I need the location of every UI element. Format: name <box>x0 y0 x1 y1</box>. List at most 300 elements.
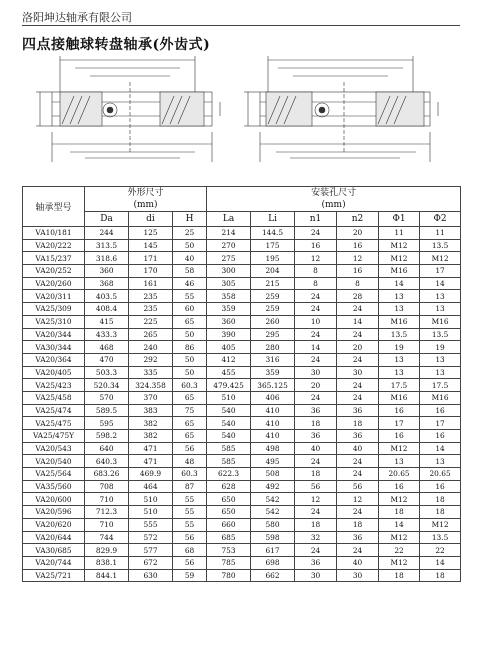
table-cell: 698 <box>251 556 295 569</box>
table-cell: 24 <box>295 353 337 366</box>
table-row <box>23 290 461 303</box>
table-cell: 30 <box>337 366 379 379</box>
table-cell: 50 <box>173 239 207 252</box>
table-cell: 324.358 <box>129 379 173 392</box>
table-cell: 650 <box>207 506 251 519</box>
model-cell: VA20/620 <box>23 518 85 531</box>
model-cell: VA20/405 <box>23 366 85 379</box>
table-cell: 24 <box>337 379 379 392</box>
table-cell: 14 <box>420 277 461 290</box>
table-cell: 370 <box>129 391 173 404</box>
table-row <box>23 277 461 290</box>
table-cell: 508 <box>251 468 295 481</box>
table-cell: 55 <box>173 506 207 519</box>
table-cell: 56 <box>295 480 337 493</box>
table-cell: 360 <box>207 315 251 328</box>
table-cell: 24 <box>295 303 337 316</box>
table-cell: 468 <box>85 341 129 354</box>
table-cell: 12 <box>337 493 379 506</box>
table-cell: 40 <box>337 556 379 569</box>
table-cell: 640 <box>85 442 129 455</box>
table-cell: 410 <box>251 430 295 443</box>
table-cell: 13.5 <box>420 328 461 341</box>
table-cell: 844.1 <box>85 569 129 582</box>
table-cell: 660 <box>207 518 251 531</box>
model-header: 轴承型号 <box>23 187 85 227</box>
table-cell: 838.1 <box>85 556 129 569</box>
table-cell: 540 <box>207 404 251 417</box>
table-cell: 16 <box>420 404 461 417</box>
table-cell: 14 <box>420 442 461 455</box>
table-cell: 65 <box>173 417 207 430</box>
table-cell: 11 <box>379 227 420 240</box>
table-cell: 12 <box>295 493 337 506</box>
table-cell: M16 <box>420 391 461 404</box>
table-row <box>23 252 461 265</box>
table-cell: 244 <box>85 227 129 240</box>
table-cell: 19 <box>379 341 420 354</box>
table-cell: 17.5 <box>420 379 461 392</box>
table-row <box>23 493 461 506</box>
table-cell: 214 <box>207 227 251 240</box>
table-cell: 48 <box>173 455 207 468</box>
table-cell: M12 <box>379 493 420 506</box>
table-cell: 628 <box>207 480 251 493</box>
model-cell: VA20/364 <box>23 353 85 366</box>
table-cell: 275 <box>207 252 251 265</box>
table-cell: 495 <box>251 455 295 468</box>
table-cell: M12 <box>420 518 461 531</box>
table-cell: 368 <box>85 277 129 290</box>
table-cell: 170 <box>129 265 173 278</box>
table-cell: 572 <box>129 531 173 544</box>
table-cell: 13 <box>379 366 420 379</box>
table-cell: 292 <box>129 353 173 366</box>
table-cell: 55 <box>173 290 207 303</box>
table-cell: 580 <box>251 518 295 531</box>
table-row <box>23 341 461 354</box>
table-cell: 50 <box>173 366 207 379</box>
table-cell: 13 <box>379 290 420 303</box>
table-cell: 17.5 <box>379 379 420 392</box>
table-cell: 520.34 <box>85 379 129 392</box>
table-cell: 18 <box>420 493 461 506</box>
table-row <box>23 468 461 481</box>
table-cell: 585 <box>207 455 251 468</box>
table-row <box>23 506 461 519</box>
table-cell: M16 <box>379 265 420 278</box>
table-cell: 785 <box>207 556 251 569</box>
table-cell: 240 <box>129 341 173 354</box>
table-cell: 65 <box>173 315 207 328</box>
table-cell: 65 <box>173 391 207 404</box>
table-cell: 17 <box>420 265 461 278</box>
table-cell: 16 <box>420 430 461 443</box>
table-cell: M12 <box>379 442 420 455</box>
table-cell: 270 <box>207 239 251 252</box>
table-cell: 542 <box>251 493 295 506</box>
model-cell: VA20/644 <box>23 531 85 544</box>
table-cell: 60.3 <box>173 379 207 392</box>
table-cell: 60 <box>173 303 207 316</box>
table-cell: 455 <box>207 366 251 379</box>
table-row <box>23 531 461 544</box>
table-cell: M16 <box>379 315 420 328</box>
table-cell: 24 <box>337 468 379 481</box>
header-divider <box>22 25 460 26</box>
table-cell: 22 <box>379 544 420 557</box>
company-name: 洛阳坤达轴承有限公司 <box>22 11 132 24</box>
table-cell: M12 <box>420 252 461 265</box>
model-cell: VA10/181 <box>23 227 85 240</box>
table-cell: 259 <box>251 290 295 303</box>
col-header-da: Da <box>85 212 129 227</box>
table-row <box>23 366 461 379</box>
table-row <box>23 455 461 468</box>
table-cell: 55 <box>173 493 207 506</box>
table-cell: 56 <box>173 442 207 455</box>
table-cell: 18 <box>337 518 379 531</box>
table-cell: 318.6 <box>85 252 129 265</box>
table-cell: 13.5 <box>379 328 420 341</box>
table-row <box>23 518 461 531</box>
table-cell: 510 <box>207 391 251 404</box>
table-row <box>23 265 461 278</box>
table-cell: 215 <box>251 277 295 290</box>
table-cell: 18 <box>337 417 379 430</box>
model-cell: VA20/252 <box>23 265 85 278</box>
model-cell: VA25/310 <box>23 315 85 328</box>
table-cell: 32 <box>295 531 337 544</box>
table-cell: 30 <box>295 569 337 582</box>
table-cell: 259 <box>251 303 295 316</box>
table-cell: 555 <box>129 518 173 531</box>
table-cell: 24 <box>337 506 379 519</box>
table-cell: 710 <box>85 493 129 506</box>
table-cell: 18 <box>379 569 420 582</box>
table-cell: 18 <box>420 569 461 582</box>
model-cell: VA25/721 <box>23 569 85 582</box>
table-cell: 24 <box>337 455 379 468</box>
table-cell: 36 <box>337 531 379 544</box>
table-cell: 56 <box>337 480 379 493</box>
table-cell: 24 <box>295 227 337 240</box>
model-cell: VA30/685 <box>23 544 85 557</box>
table-cell: 25 <box>173 227 207 240</box>
table-cell: 24 <box>295 544 337 557</box>
table-cell: 13 <box>420 290 461 303</box>
outer-dimensions-header <box>85 187 207 212</box>
table-cell: 316 <box>251 353 295 366</box>
table-cell: 358 <box>207 290 251 303</box>
table-cell: 24 <box>295 290 337 303</box>
bearing-drawing-right <box>238 52 448 164</box>
table-cell: 14 <box>295 341 337 354</box>
table-cell: 13 <box>420 303 461 316</box>
table-cell: 412 <box>207 353 251 366</box>
table-cell: 50 <box>173 328 207 341</box>
table-body <box>23 227 461 582</box>
table-cell: 410 <box>251 417 295 430</box>
table-cell: 13 <box>379 353 420 366</box>
table-cell: 469.9 <box>129 468 173 481</box>
table-cell: M12 <box>379 556 420 569</box>
table-cell: 17 <box>420 417 461 430</box>
table-cell: 598.2 <box>85 430 129 443</box>
bearing-drawing-left <box>30 52 235 164</box>
table-cell: 56 <box>173 531 207 544</box>
table-cell: 577 <box>129 544 173 557</box>
table-cell: 683.26 <box>85 468 129 481</box>
table-cell: 24 <box>337 544 379 557</box>
col-header-phi1: Φ1 <box>379 212 420 227</box>
table-cell: 235 <box>129 303 173 316</box>
table-row <box>23 556 461 569</box>
table-row <box>23 417 461 430</box>
table-cell: 542 <box>251 506 295 519</box>
table-cell: 30 <box>337 569 379 582</box>
table-cell: 570 <box>85 391 129 404</box>
table-cell: 16 <box>379 430 420 443</box>
table-cell: 382 <box>129 430 173 443</box>
table-cell: 36 <box>337 430 379 443</box>
outer-group-unit: (mm) <box>133 200 158 210</box>
table-cell: 540 <box>207 430 251 443</box>
table-cell: 359 <box>251 366 295 379</box>
table-cell: 13.5 <box>420 239 461 252</box>
table-cell: 479.425 <box>207 379 251 392</box>
table-cell: 708 <box>85 480 129 493</box>
table-cell: 540 <box>207 417 251 430</box>
table-cell: 829.9 <box>85 544 129 557</box>
table-cell: 13 <box>420 455 461 468</box>
table-cell: 622.3 <box>207 468 251 481</box>
table-cell: M12 <box>379 239 420 252</box>
table-cell: 383 <box>129 404 173 417</box>
model-cell: VA30/344 <box>23 341 85 354</box>
table-cell: 36 <box>295 430 337 443</box>
table-row <box>23 303 461 316</box>
model-cell: VA20/344 <box>23 328 85 341</box>
table-cell: 40 <box>337 442 379 455</box>
table-cell: 18 <box>379 506 420 519</box>
table-cell: 265 <box>129 328 173 341</box>
table-cell: 18 <box>295 518 337 531</box>
table-cell: 14 <box>379 277 420 290</box>
table-cell: 36 <box>295 556 337 569</box>
table-cell: 24 <box>295 391 337 404</box>
table-cell: 24 <box>337 353 379 366</box>
table-cell: 24 <box>295 506 337 519</box>
table-cell: 780 <box>207 569 251 582</box>
table-cell: 260 <box>251 315 295 328</box>
table-cell: 56 <box>173 556 207 569</box>
model-cell: VA25/474 <box>23 404 85 417</box>
table-cell: 12 <box>295 252 337 265</box>
table-cell: 18 <box>295 468 337 481</box>
table-cell: 19 <box>420 341 461 354</box>
table-cell: 650 <box>207 493 251 506</box>
page-title: 四点接触球转盘轴承(外齿式) <box>22 37 211 53</box>
table-cell: 40 <box>173 252 207 265</box>
table-cell: 12 <box>337 252 379 265</box>
table-cell: 14 <box>420 556 461 569</box>
table-cell: 405 <box>207 341 251 354</box>
table-cell: 86 <box>173 341 207 354</box>
table-cell: 36 <box>295 404 337 417</box>
table-cell: 685 <box>207 531 251 544</box>
mounting-holes-header <box>207 187 461 212</box>
col-header-la: La <box>207 212 251 227</box>
table-cell: 58 <box>173 265 207 278</box>
table-cell: 408.4 <box>85 303 129 316</box>
table-cell: 20.65 <box>379 468 420 481</box>
table-row <box>23 569 461 582</box>
table-cell: 13.5 <box>420 531 461 544</box>
table-cell: 18 <box>420 506 461 519</box>
table-cell: 390 <box>207 328 251 341</box>
table-cell: 492 <box>251 480 295 493</box>
table-cell: 60.3 <box>173 468 207 481</box>
table-cell: 295 <box>251 328 295 341</box>
table-cell: 68 <box>173 544 207 557</box>
col-header-n2: n2 <box>337 212 379 227</box>
table-cell: 18 <box>295 417 337 430</box>
model-cell: VA20/311 <box>23 290 85 303</box>
table-cell: 471 <box>129 455 173 468</box>
table-cell: 305 <box>207 277 251 290</box>
table-cell: 8 <box>295 265 337 278</box>
table-cell: 17 <box>379 417 420 430</box>
table-cell: 14 <box>337 315 379 328</box>
col-header-li: Li <box>251 212 295 227</box>
table-cell: 470 <box>85 353 129 366</box>
table-row <box>23 353 461 366</box>
table-cell: 50 <box>173 353 207 366</box>
table-row <box>23 315 461 328</box>
table-cell: 24 <box>337 391 379 404</box>
model-cell: VA15/237 <box>23 252 85 265</box>
table-row <box>23 480 461 493</box>
model-cell: VA25/564 <box>23 468 85 481</box>
col-header-di: di <box>129 212 173 227</box>
table-cell: 585 <box>207 442 251 455</box>
table-cell: 87 <box>173 480 207 493</box>
col-header-n1: n1 <box>295 212 337 227</box>
table-cell: 20 <box>295 379 337 392</box>
table-cell: 10 <box>295 315 337 328</box>
table-row <box>23 391 461 404</box>
table-cell: 672 <box>129 556 173 569</box>
model-cell: VA25/475 <box>23 417 85 430</box>
table-cell: 235 <box>129 290 173 303</box>
table-cell: 8 <box>295 277 337 290</box>
table-cell: 145 <box>129 239 173 252</box>
table-cell: 36 <box>337 404 379 417</box>
table-row <box>23 227 461 240</box>
table-cell: 16 <box>379 480 420 493</box>
table-row <box>23 239 461 252</box>
model-cell: VA20/540 <box>23 455 85 468</box>
table-cell: 415 <box>85 315 129 328</box>
table-row <box>23 430 461 443</box>
table-cell: 595 <box>85 417 129 430</box>
mount-group-label: 安装孔尺寸 <box>311 188 357 198</box>
table-cell: 662 <box>251 569 295 582</box>
model-cell: VA20/222 <box>23 239 85 252</box>
table-cell: 13 <box>379 455 420 468</box>
table-cell: M12 <box>379 252 420 265</box>
table-cell: 16 <box>420 480 461 493</box>
table-cell: 20 <box>337 227 379 240</box>
table-cell: 503.3 <box>85 366 129 379</box>
table-cell: 125 <box>129 227 173 240</box>
table-cell: 335 <box>129 366 173 379</box>
table-cell: 20.65 <box>420 468 461 481</box>
table-cell: 13 <box>379 303 420 316</box>
table-cell: 359 <box>207 303 251 316</box>
col-header-h: H <box>173 212 207 227</box>
model-cell: VA35/560 <box>23 480 85 493</box>
table-cell: 280 <box>251 341 295 354</box>
model-cell: VA25/458 <box>23 391 85 404</box>
table-cell: 464 <box>129 480 173 493</box>
table-cell: 14 <box>379 518 420 531</box>
table-cell: 744 <box>85 531 129 544</box>
table-cell: M16 <box>420 315 461 328</box>
table-cell: 24 <box>295 455 337 468</box>
model-cell: VA20/260 <box>23 277 85 290</box>
table-cell: 24 <box>295 328 337 341</box>
mount-group-unit: (mm) <box>321 200 346 210</box>
table-cell: 16 <box>337 265 379 278</box>
table-cell: 617 <box>251 544 295 557</box>
table-cell: 712.3 <box>85 506 129 519</box>
table-cell: 175 <box>251 239 295 252</box>
table-cell: 16 <box>379 404 420 417</box>
model-cell: VA25/475Y <box>23 430 85 443</box>
table-cell: 144.5 <box>251 227 295 240</box>
table-cell: 171 <box>129 252 173 265</box>
table-cell: 13 <box>420 366 461 379</box>
outer-group-label: 外形尺寸 <box>127 188 164 198</box>
model-cell: VA20/596 <box>23 506 85 519</box>
table-cell: 16 <box>337 239 379 252</box>
table-row <box>23 328 461 341</box>
table-cell: 13 <box>420 353 461 366</box>
table-cell: 225 <box>129 315 173 328</box>
table-cell: 195 <box>251 252 295 265</box>
table-cell: 59 <box>173 569 207 582</box>
model-cell: VA25/309 <box>23 303 85 316</box>
model-cell: VA20/543 <box>23 442 85 455</box>
model-cell: VA20/600 <box>23 493 85 506</box>
model-cell: VA20/744 <box>23 556 85 569</box>
table-cell: 24 <box>337 303 379 316</box>
table-cell: 28 <box>337 290 379 303</box>
table-cell: 589.5 <box>85 404 129 417</box>
table-row <box>23 379 461 392</box>
table-cell: 8 <box>337 277 379 290</box>
bearing-spec-table <box>22 186 461 582</box>
table-cell: 510 <box>129 506 173 519</box>
table-cell: 471 <box>129 442 173 455</box>
table-row <box>23 404 461 417</box>
table-cell: 510 <box>129 493 173 506</box>
table-cell: 40 <box>295 442 337 455</box>
table-row <box>23 544 461 557</box>
table-cell: M16 <box>379 391 420 404</box>
